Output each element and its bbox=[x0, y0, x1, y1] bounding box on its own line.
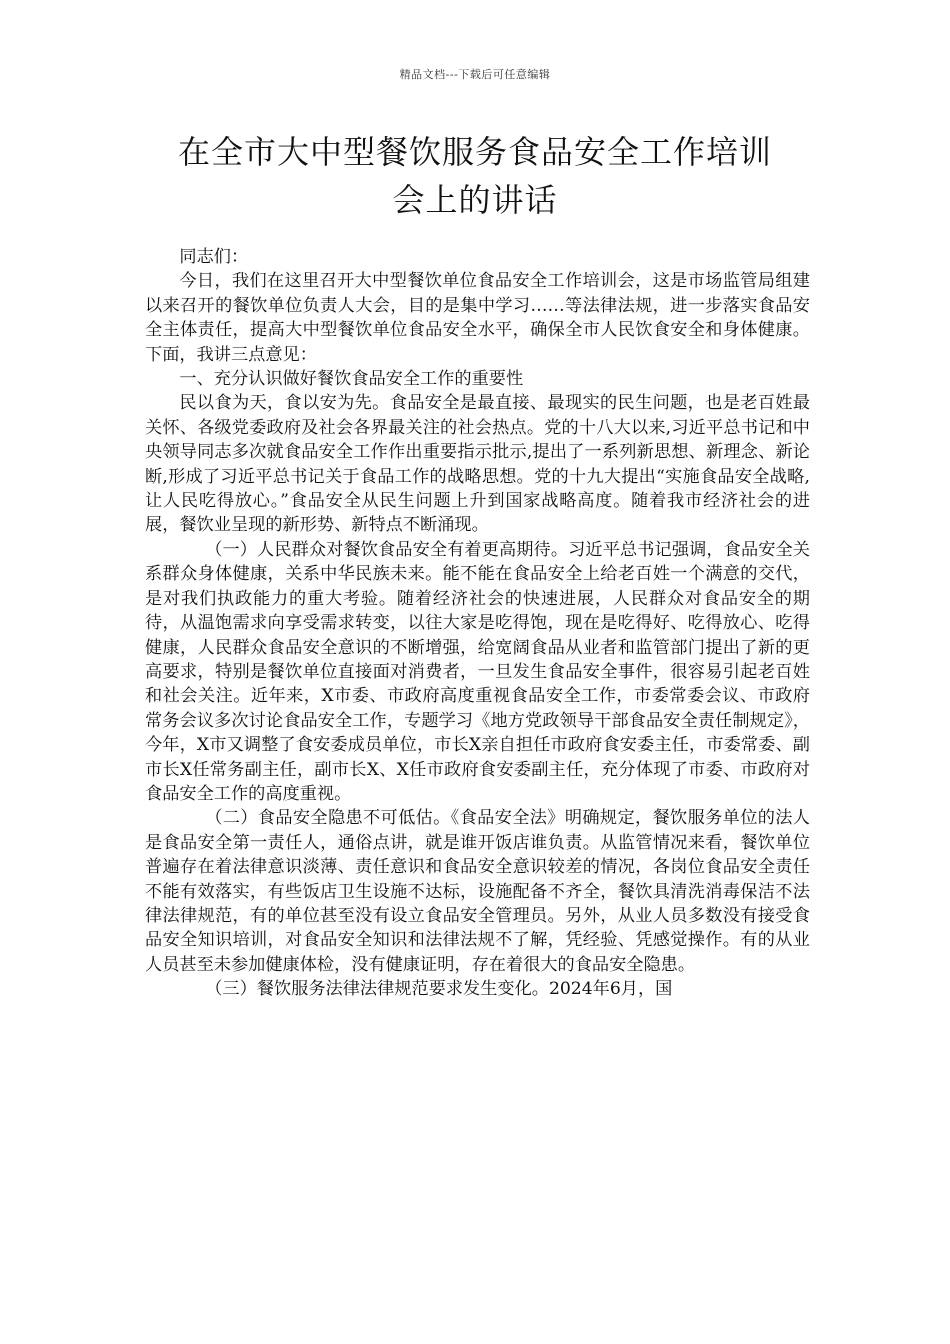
subsection-2: （二）食品安全隐患不可低估。《食品安全法》明确规定，餐饮服务单位的法人是食品安全第一责任人，通俗点讲，就是谁开饭店谁负责。从监管情况来看，餐饮单位普遍存在着法律意识淡薄、责任意识和食品安全意识较差的情况，各岗位食品安全责任不能有效落实，有些饭店卫生设施不达标，设施配备不齐全，餐饮具清洗消毒保洁不法律法律规范，有的单位甚至没有设立食品安全管理员。另外，从业人员多数没有接受食品安全知识培训，对食品安全知识和法律法规不了解，凭经验、凭感觉操作。有的从业人员甚至未参加健康体检，没有健康证明，存在着很大的食品安全隐患。 bbox=[145, 808, 810, 975]
page-title bbox=[140, 128, 810, 224]
paragraph-intro: 今日，我们在这里召开大中型餐饮单位食品安全工作培训会，这是市场监管局组建以来召开的餐饮单位负责人大会，目的是集中学习……等法律法规，进一步落实食品安全主体责任，提高大中型餐饮单位食品安全水平，确保全市人民饮食安全和身体健康。下面，我讲三点意见： bbox=[145, 271, 810, 365]
document-body bbox=[145, 245, 810, 1002]
title-line-1: 在全市大中型餐饮服务食品安全工作培训 bbox=[177, 133, 772, 171]
subsection-1: （一）人民群众对餐饮食品安全有着更高期待。习近平总书记强调，食品安全关系群众身体健康，关系中华民族未来。能不能在食品安全上给老百姓一个满意的交代，是对我们执政能力的重大考验。随着经济社会的快速进展，人民群众对食品安全的期待，从温饱需求向享受需求转变，以往大家是吃得饱，现在是吃得好、吃得放心、吃得健康，人民群众食品安全意识的不断增强，给宽阔食品从业者和监管部门提出了新的更高要求，特别是餐饮单位直接面对消费者，一旦发生食品安全事件，很容易引起老百姓和社会关注。近年来，X市委、市政府高度重视食品安全工作，市委常委会议、市政府常务会议多次讨论食品安全工作，专题学习《地方党政领导干部食品安全责任制规定》，今年，X市又调整了食安委成员单位，市长X亲自担任市政府食安委主任，市委常委、副市长X任常务副主任，副市长X、X任市政府食安委副主任，充分体现了市委、市政府对食品安全工作的高度重视。 bbox=[145, 539, 810, 804]
header-note: 精品文档---下载后可任意编辑 bbox=[399, 68, 551, 81]
title-line-2: 会上的讲话 bbox=[392, 181, 558, 219]
greeting: 同志们： bbox=[179, 247, 249, 267]
subsection-3: （三）餐饮服务法律法律规范要求发生变化。2024年6月，国 bbox=[205, 979, 673, 1000]
section-heading-1: 一、充分认识做好餐饮食品安全工作的重要性 bbox=[179, 369, 524, 390]
paragraph-food-safety: 民以食为天，食以安为先。食品安全是最直接、最现实的民生问题，也是老百姓最关怀、各级党委政府及社会各界最关注的社会热点。党的十八大以来,习近平总书记和中央领导同志多次就食品安全工作作出重要指示批示,提出了一系列新思想、新理念、新论断,形成了习近平总书记关于食品工作的战略思想。党的十九大提出“实施食品安全战略,让人民吃得放心。”食品安全从民生问题上升到国家战略高度。随着我市经济社会的进展，餐饮业呈现的新形势、新特点不断涌现。 bbox=[145, 393, 810, 536]
